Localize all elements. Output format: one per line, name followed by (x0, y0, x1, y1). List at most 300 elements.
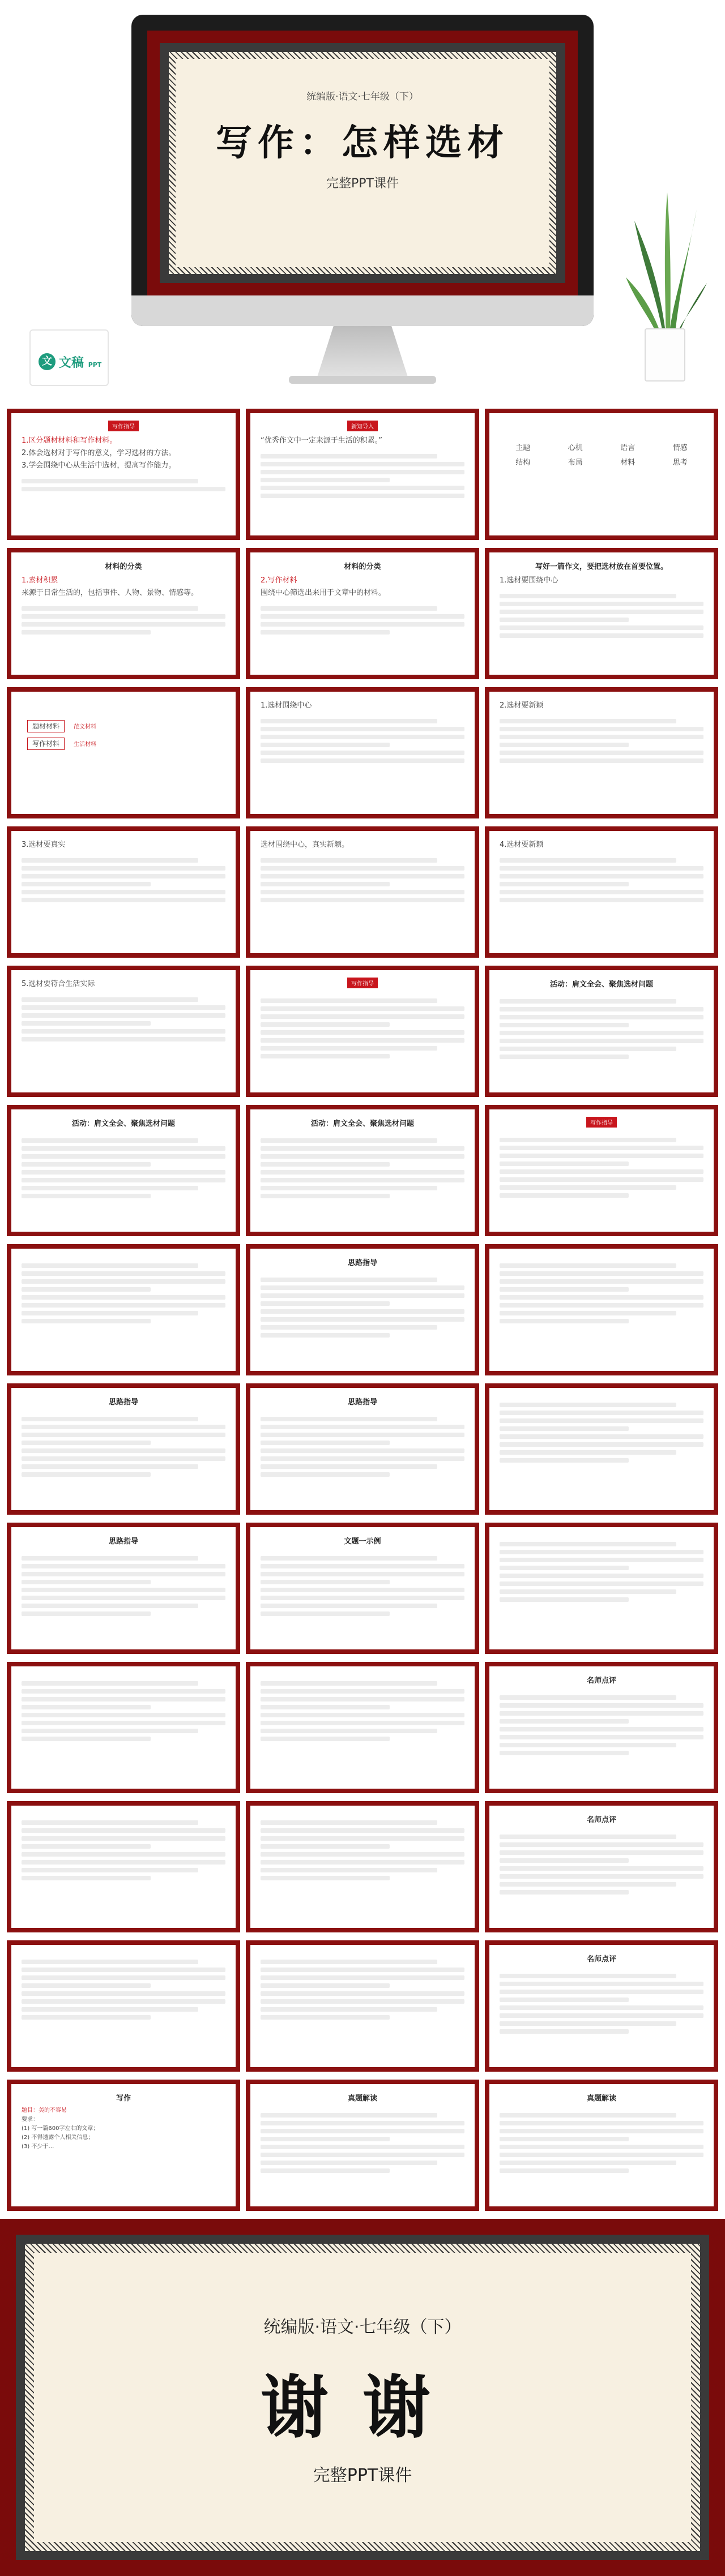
text-line-placeholder (500, 1442, 703, 1447)
closing-subtitle: 统编版·语文·七年级（下） (263, 2317, 462, 2337)
slide-line: 题目：美的不容易 (22, 2107, 67, 2114)
text-line-placeholder (261, 486, 464, 490)
closing-tag: 完整PPT课件 (313, 2466, 412, 2485)
slide-title: 思路指导 (108, 1398, 138, 1407)
text-line-placeholder (500, 1169, 703, 1174)
monitor-mockup (131, 15, 594, 326)
slide-line: 4.选材要新颖 (500, 841, 544, 849)
slide-body (494, 1685, 709, 1692)
slide-body (494, 1532, 709, 1538)
slide-thumbnail[interactable] (246, 826, 479, 958)
slide-title: 真题解读 (586, 2094, 616, 2103)
text-line-placeholder (22, 1194, 151, 1198)
slide-body (16, 431, 231, 475)
slide-body (494, 1253, 709, 1260)
slide-label-row (27, 721, 220, 731)
slide-content (255, 2089, 470, 2202)
text-line-placeholder (261, 1876, 390, 1880)
slide-chip: 生活材料 (74, 741, 97, 748)
slide-line: 选材围绕中心，真实新颖。 (261, 841, 349, 849)
slide-line: 1.选材围绕中心 (261, 701, 312, 710)
text-line-placeholder (500, 1426, 629, 1431)
slide-body (255, 431, 470, 451)
slide-thumbnail[interactable] (7, 1383, 240, 1515)
slide-line: 1.素材积累 (22, 576, 58, 585)
text-line-placeholder (261, 1991, 464, 1996)
text-line-placeholder (22, 1441, 151, 1445)
slide-thumbnail[interactable] (7, 826, 240, 958)
text-line-placeholder (261, 719, 437, 723)
slide-body (255, 1671, 470, 1678)
text-line-placeholder (261, 1844, 390, 1849)
text-line-placeholder (261, 1014, 464, 1019)
slide-body (255, 2103, 470, 2110)
slide-title: 名师点评 (586, 1816, 616, 1824)
text-line-placeholder (500, 633, 703, 638)
slide-thumbnail[interactable] (7, 966, 240, 1097)
text-line-placeholder (22, 1604, 198, 1608)
slide-content (16, 1671, 231, 1784)
text-line-placeholder (261, 1285, 464, 1290)
text-line-placeholder (500, 625, 703, 630)
text-line-placeholder (22, 1178, 225, 1182)
closing-title: 谢谢 (261, 2368, 464, 2448)
slide-title: 材料的分类 (105, 563, 142, 571)
slide-badge-wrap (255, 977, 470, 988)
text-line-placeholder (22, 898, 225, 902)
text-line-placeholder (500, 1858, 629, 1863)
text-line-placeholder (261, 494, 464, 498)
text-line-placeholder (500, 1263, 676, 1268)
text-line-placeholder (500, 1974, 676, 1978)
text-line-placeholder (261, 1472, 390, 1477)
text-line-placeholder (261, 2137, 390, 2141)
slide-content (16, 696, 231, 809)
slide-chip: 范文材料 (74, 724, 97, 730)
text-line-placeholder (500, 1990, 703, 1994)
slide-body (255, 696, 470, 715)
text-line-placeholder (22, 1828, 225, 1833)
text-line-placeholder (261, 1852, 464, 1857)
slide-body (494, 471, 709, 478)
slide-title: 名师点评 (586, 1955, 616, 1964)
hero-cover (0, 0, 725, 408)
slide-thumbnail[interactable] (246, 1940, 479, 2072)
slide-title: 材料的分类 (344, 563, 381, 571)
brand-name-text: 文稿 (59, 356, 84, 370)
text-line-placeholder (22, 1975, 225, 1980)
text-line-placeholder (261, 1022, 390, 1027)
slide-thumbnail[interactable] (7, 1662, 240, 1793)
text-line-placeholder (22, 1681, 198, 1686)
slide-thumbnail[interactable] (246, 1801, 479, 1932)
slide-label-block (16, 696, 231, 773)
text-line-placeholder (500, 1581, 703, 1586)
text-line-placeholder (261, 1448, 464, 1453)
text-line-placeholder (22, 1154, 225, 1159)
slide-content (255, 1114, 470, 1227)
text-line-placeholder (22, 1005, 225, 1010)
text-line-placeholder (261, 898, 464, 902)
text-line-placeholder (22, 1021, 151, 1026)
text-line-placeholder (22, 1425, 225, 1429)
slide-thumbnail[interactable] (246, 966, 479, 1097)
slide-body (16, 975, 231, 994)
slide-body (494, 571, 709, 590)
slide-item: 心机 (568, 444, 583, 452)
text-line-placeholder (261, 1828, 464, 1833)
slide-body (255, 988, 470, 995)
text-line-placeholder (261, 874, 464, 878)
text-line-placeholder (261, 1729, 437, 1733)
slide-title: 思路指导 (108, 1537, 138, 1546)
slide-body (255, 1128, 470, 1135)
text-line-placeholder (22, 1311, 198, 1315)
text-line-placeholder (261, 1960, 437, 1964)
text-line-placeholder (22, 1029, 225, 1034)
slide-thumbnail[interactable] (7, 1244, 240, 1375)
text-line-placeholder (261, 1968, 464, 1972)
text-line-placeholder (261, 1441, 390, 1445)
text-line-placeholder (261, 1868, 437, 1872)
text-line-placeholder (22, 874, 225, 878)
text-line-placeholder (261, 630, 390, 635)
slide-thumbnail[interactable] (246, 1244, 479, 1375)
slide-thumbnail[interactable] (485, 1940, 718, 2072)
text-line-placeholder (261, 1721, 464, 1725)
text-line-placeholder (261, 1681, 437, 1686)
slide-content (255, 557, 470, 670)
text-line-placeholder (261, 1999, 464, 2004)
slide-thumbnail[interactable] (485, 966, 718, 1097)
text-line-placeholder (261, 1333, 390, 1338)
slide-content (16, 1949, 231, 2063)
text-line-placeholder (22, 1162, 151, 1167)
text-line-placeholder (500, 2029, 629, 2034)
slide-content (494, 1810, 709, 1923)
slide-content (16, 975, 231, 1088)
slide-thumbnail[interactable] (485, 409, 718, 540)
slide-title: 思路指导 (347, 1398, 377, 1407)
text-line-placeholder (261, 735, 464, 739)
text-line-placeholder (500, 618, 629, 622)
slide-content (16, 1810, 231, 1923)
slide-content (494, 975, 709, 1088)
text-line-placeholder (261, 2145, 464, 2149)
slide-line: 围绕中心筛选出来用于文章中的材料。 (261, 589, 386, 597)
monitor-chin (131, 295, 594, 326)
text-line-placeholder (261, 1170, 464, 1175)
text-line-placeholder (500, 2005, 703, 2010)
text-line-placeholder (22, 630, 151, 635)
text-line-placeholder (22, 622, 225, 627)
slide-content (494, 835, 709, 949)
slide-body (255, 1267, 470, 1274)
text-line-placeholder (261, 1556, 437, 1561)
slide-body (16, 1949, 231, 1956)
cover-title: 写作：怎样选材 (216, 122, 509, 164)
text-line-placeholder (261, 614, 464, 619)
slide-content (494, 2089, 709, 2202)
text-line-placeholder (22, 2015, 151, 2020)
slide-thumbnail[interactable] (485, 2080, 718, 2211)
slide-thumbnail[interactable] (485, 1523, 718, 1654)
slide-thumbnail[interactable] (485, 687, 718, 818)
text-line-placeholder (261, 1836, 464, 1841)
slide-body (16, 835, 231, 855)
text-line-placeholder (261, 478, 390, 482)
text-line-placeholder (500, 2168, 629, 2173)
slide-title: 写作 (116, 2094, 131, 2103)
slide-thumbnail[interactable] (485, 1105, 718, 1236)
slide-thumbnail[interactable] (485, 826, 718, 958)
slide-badge: 写作指导 (586, 1117, 617, 1128)
text-line-placeholder (22, 1572, 225, 1576)
slide-item: 思考 (672, 458, 688, 467)
text-line-placeholder (22, 606, 198, 611)
text-line-placeholder (500, 1418, 703, 1423)
text-line-placeholder (500, 1146, 703, 1150)
slide-title: 活动：肩文全会、聚焦选材问题 (549, 980, 653, 989)
slide-badge: 写作指导 (108, 421, 139, 431)
slide-body (494, 1392, 709, 1399)
slide-line: (3) 不少于… (22, 2144, 54, 2150)
text-line-placeholder (261, 1433, 464, 1437)
slide-thumbnail[interactable] (485, 1383, 718, 1515)
slide-item: 语言 (620, 444, 636, 452)
slide-thumbnail[interactable] (7, 1105, 240, 1236)
slide-thumbnail[interactable] (7, 1801, 240, 1932)
plant-pot (645, 328, 685, 382)
text-line-placeholder (261, 1737, 390, 1741)
text-line-placeholder (500, 1882, 676, 1887)
brand-ppt-text: PPT (88, 361, 102, 368)
slide-content (255, 1671, 470, 1784)
slide-content (494, 1671, 709, 1784)
text-line-placeholder (500, 1458, 629, 1463)
slide-thumbnail[interactable] (246, 1523, 479, 1654)
slide-thumbnail[interactable] (485, 1662, 718, 1793)
text-line-placeholder (261, 1186, 437, 1190)
slide-thumbnail[interactable] (485, 548, 718, 679)
text-line-placeholder (22, 1287, 151, 1292)
text-line-placeholder (261, 2015, 390, 2020)
slide-content (16, 1392, 231, 1506)
text-line-placeholder (22, 1295, 225, 1300)
text-line-placeholder (22, 1611, 151, 1616)
slide-badge-wrap (255, 420, 470, 431)
slide-body (16, 1810, 231, 1817)
slide-content (16, 557, 231, 670)
text-line-placeholder (500, 999, 676, 1004)
text-line-placeholder (261, 1417, 437, 1421)
slide-body (16, 773, 231, 780)
text-line-placeholder (500, 2129, 703, 2133)
slide-content (16, 1532, 231, 1645)
slide-thumbnail[interactable] (246, 1383, 479, 1515)
slide-item: 材料 (620, 458, 636, 467)
slide-content (494, 418, 709, 531)
text-line-placeholder (500, 866, 703, 871)
text-line-placeholder (22, 1146, 225, 1151)
text-line-placeholder (22, 1960, 198, 1964)
monitor-stand (317, 326, 408, 377)
text-line-placeholder (500, 1023, 629, 1027)
text-line-placeholder (22, 1279, 225, 1284)
text-line-placeholder (261, 1713, 464, 1717)
text-line-placeholder (261, 2129, 464, 2133)
text-line-placeholder (261, 1146, 464, 1151)
slide-thumbnail[interactable] (7, 409, 240, 540)
cover-paper (176, 59, 549, 267)
text-line-placeholder (261, 743, 390, 747)
text-line-placeholder (22, 1013, 225, 1018)
text-line-placeholder (500, 2121, 703, 2125)
text-line-placeholder (22, 487, 225, 491)
text-line-placeholder (500, 1866, 703, 1871)
monitor-base (289, 376, 436, 384)
text-line-placeholder (22, 1729, 198, 1733)
slide-content (494, 557, 709, 670)
slide-content (255, 418, 470, 531)
brand-logo (29, 329, 109, 386)
slide-thumbnail[interactable] (246, 548, 479, 679)
text-line-placeholder (261, 622, 464, 627)
slide-label-row (27, 739, 220, 748)
slide-thumbnail[interactable] (7, 2080, 240, 2211)
slide-body (16, 1546, 231, 1553)
text-line-placeholder (22, 1588, 225, 1592)
text-line-placeholder (500, 1558, 703, 1562)
text-line-placeholder (500, 1295, 703, 1300)
slide-content (255, 1253, 470, 1366)
text-line-placeholder (261, 2121, 464, 2125)
text-line-placeholder (22, 1596, 225, 1600)
text-line-placeholder (22, 1138, 198, 1143)
text-line-placeholder (500, 1185, 676, 1190)
text-line-placeholder (500, 1450, 676, 1455)
text-line-placeholder (500, 874, 703, 878)
text-line-placeholder (500, 1735, 703, 1739)
slide-body (255, 1949, 470, 1956)
text-line-placeholder (261, 606, 437, 611)
text-line-placeholder (261, 1317, 464, 1322)
text-line-placeholder (500, 758, 703, 763)
text-line-placeholder (500, 1138, 676, 1142)
slide-line: 要求： (22, 2116, 39, 2123)
text-line-placeholder (261, 1860, 464, 1865)
slide-thumbnail[interactable] (246, 2080, 479, 2211)
slide-thumbnail[interactable] (7, 1940, 240, 2072)
text-line-placeholder (22, 882, 151, 886)
text-line-placeholder (261, 866, 464, 871)
brand-name (59, 353, 101, 371)
slide-thumbnail[interactable] (7, 1523, 240, 1654)
text-line-placeholder (500, 1015, 703, 1019)
text-line-placeholder (500, 1751, 629, 1755)
text-line-placeholder (22, 1721, 225, 1725)
slide-content (255, 696, 470, 809)
text-line-placeholder (500, 1542, 676, 1546)
slide-line: 1.选材要围绕中心 (500, 576, 558, 585)
text-line-placeholder (500, 2113, 676, 2118)
slide-body (494, 989, 709, 996)
text-line-placeholder (500, 1550, 703, 1554)
slide-thumbnail[interactable] (246, 1105, 479, 1236)
text-line-placeholder (261, 2168, 390, 2173)
text-line-placeholder (261, 1301, 390, 1306)
text-line-placeholder (261, 1456, 464, 1461)
text-line-placeholder (22, 1319, 151, 1323)
text-line-placeholder (261, 1038, 464, 1043)
text-line-placeholder (261, 890, 464, 894)
text-line-placeholder (500, 1271, 703, 1276)
cover-subtitle: 统编版·语文·七年级（下） (306, 91, 419, 102)
slide-line: 2.选材要新颖 (500, 701, 544, 710)
text-line-placeholder (261, 1689, 464, 1694)
text-line-placeholder (22, 1868, 198, 1872)
text-line-placeholder (22, 1464, 198, 1469)
slide-thumbnail[interactable] (485, 1244, 718, 1375)
text-line-placeholder (22, 1968, 225, 1972)
text-line-placeholder (22, 479, 198, 483)
text-line-placeholder (22, 2007, 198, 2012)
text-line-placeholder (500, 1039, 703, 1043)
slide-thumbnail[interactable] (485, 1801, 718, 1932)
text-line-placeholder (22, 1860, 225, 1865)
slide-badge-wrap (494, 1116, 709, 1128)
slide-body (16, 1128, 231, 1135)
slide-title: 真题解读 (347, 2094, 377, 2103)
text-line-placeholder (500, 1711, 703, 1716)
text-line-placeholder (261, 882, 390, 886)
text-line-placeholder (500, 1743, 676, 1747)
slide-item: 结构 (515, 458, 531, 467)
text-line-placeholder (261, 1975, 464, 1980)
slide-title: 活动：肩文全会、聚焦选材问题 (71, 1120, 175, 1128)
slide-content (255, 1392, 470, 1506)
slide-thumbnail[interactable] (246, 1662, 479, 1793)
text-line-placeholder (261, 1697, 464, 1701)
text-line-placeholder (500, 735, 703, 739)
slide-thumbnail[interactable] (246, 687, 479, 818)
slide-content (16, 1114, 231, 1227)
slide-content (494, 1532, 709, 1645)
text-line-placeholder (500, 1998, 629, 2002)
slide-thumbnail[interactable] (246, 409, 479, 540)
text-line-placeholder (22, 1472, 151, 1477)
text-line-placeholder (500, 1161, 629, 1166)
text-line-placeholder (500, 1982, 703, 1986)
text-line-placeholder (22, 866, 225, 871)
slide-content (494, 1392, 709, 1506)
slide-line: 5.选材要符合生活实际 (22, 980, 95, 988)
slide-thumbnail[interactable] (7, 687, 240, 818)
text-line-placeholder (261, 1705, 390, 1709)
slide-body (494, 835, 709, 855)
text-line-placeholder (261, 1983, 390, 1988)
slide-body (255, 571, 470, 603)
slide-body (494, 1824, 709, 1831)
slide-content (255, 1949, 470, 2063)
slide-content (16, 2089, 231, 2202)
text-line-placeholder (500, 1566, 629, 1570)
text-line-placeholder (500, 1411, 703, 1415)
text-line-placeholder (261, 454, 437, 458)
slide-body (255, 1407, 470, 1413)
text-line-placeholder (261, 462, 464, 466)
slide-thumbnail[interactable] (7, 548, 240, 679)
